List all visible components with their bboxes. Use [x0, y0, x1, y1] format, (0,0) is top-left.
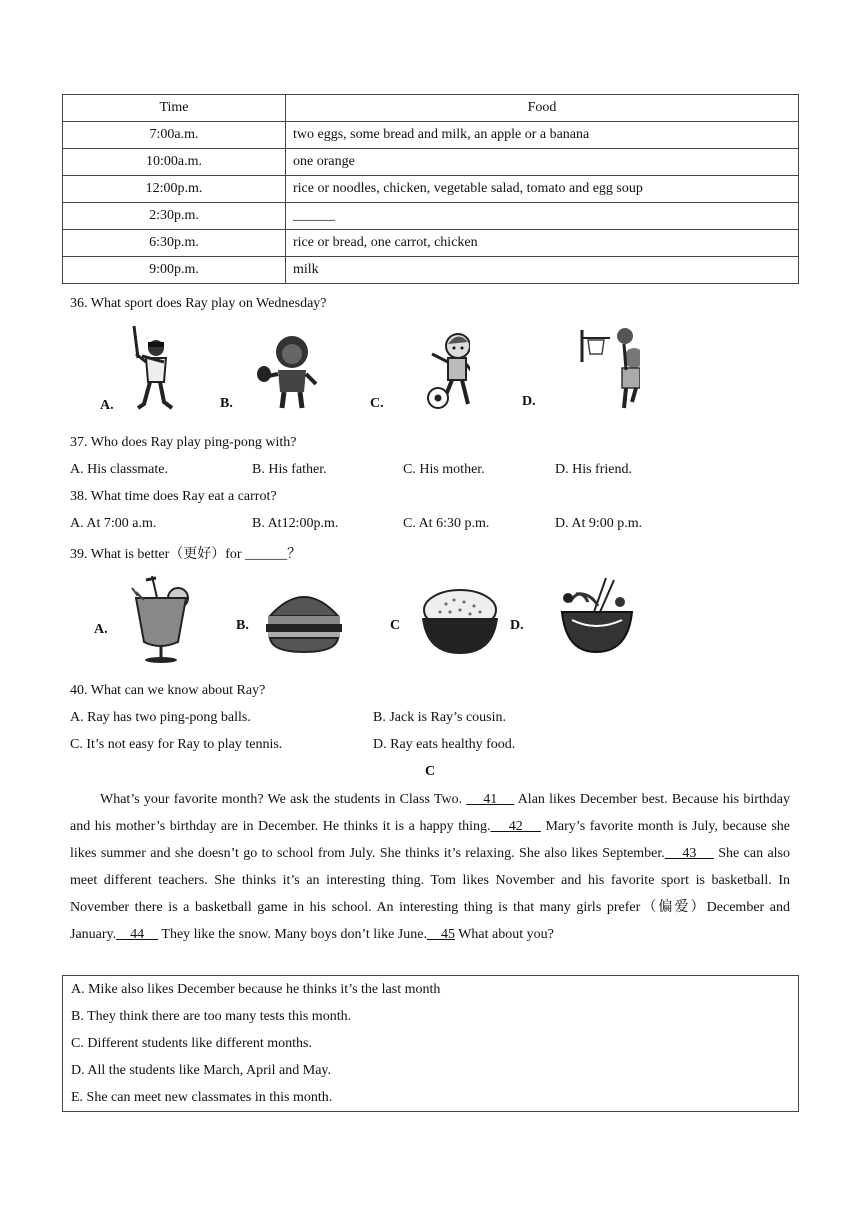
question-36: 36. What sport does Ray play on Wednesday? — [70, 296, 327, 311]
table-row — [63, 149, 799, 176]
option-c-picture[interactable] — [390, 572, 500, 668]
section-c-passage — [70, 786, 790, 948]
option-b-picture[interactable] — [220, 322, 330, 414]
section-c-title: C — [424, 764, 436, 779]
q37-option-c[interactable]: C. His mother. — [403, 462, 485, 477]
table-row — [63, 122, 799, 149]
basketball-player-icon — [520, 322, 640, 414]
q37-option-b[interactable]: B. His father. — [252, 462, 327, 477]
passage-text: They like the snow. Many boys don’t like June. — [158, 927, 427, 942]
option-letter: D. — [522, 394, 536, 409]
row-time: 2:30p.m. — [63, 203, 286, 230]
table-row — [63, 176, 799, 203]
option-letter: A. — [94, 622, 108, 637]
blank-42[interactable]: 42 — [490, 819, 541, 834]
juice-drink-icon — [94, 572, 194, 668]
option-letter: D. — [510, 618, 524, 633]
q36-picture-options — [70, 322, 770, 422]
choice-b: B. They think there are too many tests this month. — [71, 1009, 352, 1024]
row-time: 9:00p.m. — [63, 257, 286, 284]
passage-text: What about you? — [454, 927, 554, 942]
blank-45[interactable]: 45 — [426, 927, 455, 942]
option-a-picture[interactable] — [98, 322, 188, 414]
row-time: 7:00a.m. — [63, 122, 286, 149]
blank-44[interactable]: 44 — [116, 927, 159, 942]
row-time: 12:00p.m. — [63, 176, 286, 203]
question-38: 38. What time does Ray eat a carrot? — [70, 489, 277, 504]
row-food: two eggs, some bread and milk, an apple or a banana — [286, 122, 799, 149]
passage-text: What’s your favorite month? We ask the students in Class Two. — [100, 792, 467, 807]
option-letter: C. — [370, 396, 384, 411]
q38-option-d[interactable]: D. At 9:00 p.m. — [555, 516, 643, 531]
q38-option-b[interactable]: B. At12:00p.m. — [252, 516, 339, 531]
option-letter: C — [390, 618, 401, 633]
choice-c: C. Different students like different months. — [71, 1036, 312, 1051]
option-d-picture[interactable] — [510, 572, 640, 668]
hamburger-icon — [236, 572, 346, 668]
question-39: 39. What is better（更好）for ______？ — [70, 547, 302, 562]
table-row — [63, 257, 799, 284]
header-time: Time — [63, 95, 286, 122]
choice-d: D. All the students like March, April and May. — [71, 1063, 331, 1078]
table-row — [63, 203, 799, 230]
row-food: rice or noodles, chicken, vegetable salad, tomato and egg soup — [286, 176, 799, 203]
row-food: rice or bread, one carrot, chicken — [286, 230, 799, 257]
q40-option-d[interactable]: D. Ray eats healthy food. — [373, 737, 516, 752]
q38-option-c[interactable]: C. At 6:30 p.m. — [403, 516, 490, 531]
row-food: one orange — [286, 149, 799, 176]
passage-text: Mary’s favorite month is July, because she likes summer and she doesn’t go to school from July. She thinks it’s relaxing. She also likes September. — [70, 819, 790, 861]
food-schedule-table — [62, 94, 799, 284]
q40-option-c[interactable]: C. It’s not easy for Ray to play tennis. — [70, 737, 283, 752]
q37-option-d[interactable]: D. His friend. — [555, 462, 632, 477]
blank-41[interactable]: 41 — [466, 792, 515, 807]
q39-picture-options — [70, 572, 770, 672]
choice-a: A. Mike also likes December because he thinks it’s the last month — [71, 982, 441, 997]
q38-option-a[interactable]: A. At 7:00 a.m. — [70, 516, 157, 531]
ping-pong-player-icon — [220, 322, 330, 414]
option-d-picture[interactable] — [520, 322, 640, 414]
table-header-row — [63, 95, 799, 122]
q37-option-a[interactable]: A. His classmate. — [70, 462, 168, 477]
choice-e: E. She can meet new classmates in this month. — [71, 1090, 333, 1105]
rice-bowl-icon — [390, 572, 500, 668]
option-b-picture[interactable] — [236, 572, 346, 668]
row-food: ______ — [286, 203, 799, 230]
noodle-bowl-icon — [510, 572, 640, 668]
q40-option-b[interactable]: B. Jack is Ray’s cousin. — [373, 710, 506, 725]
passage-text: Alan likes December best. Because his birthday and his mother’s birthday are in December. He thinks it is a happy thing. — [70, 792, 790, 834]
soccer-player-icon — [370, 322, 470, 414]
table-row — [63, 230, 799, 257]
option-letter: B. — [236, 618, 249, 633]
row-time: 10:00a.m. — [63, 149, 286, 176]
option-a-picture[interactable] — [94, 572, 194, 668]
passage-text: She can also meet different teachers. She thinks it’s an interesting thing. Tom likes November and his favorite sport is basketball. In November there is a basketball game in his school. An interesting thing is that many girls prefer（偏爱）December and January. — [70, 846, 791, 942]
option-letter: A. — [100, 398, 114, 413]
blank-43[interactable]: 43 — [664, 846, 714, 861]
row-food: milk — [286, 257, 799, 284]
question-37: 37. Who does Ray play ping-pong with? — [70, 435, 297, 450]
option-c-picture[interactable] — [370, 322, 470, 414]
row-time: 6:30p.m. — [63, 230, 286, 257]
header-food: Food — [286, 95, 799, 122]
question-40: 40. What can we know about Ray? — [70, 683, 266, 698]
answer-choices-box — [62, 975, 799, 1112]
option-letter: B. — [220, 396, 233, 411]
q40-option-a[interactable]: A. Ray has two ping-pong balls. — [70, 710, 251, 725]
